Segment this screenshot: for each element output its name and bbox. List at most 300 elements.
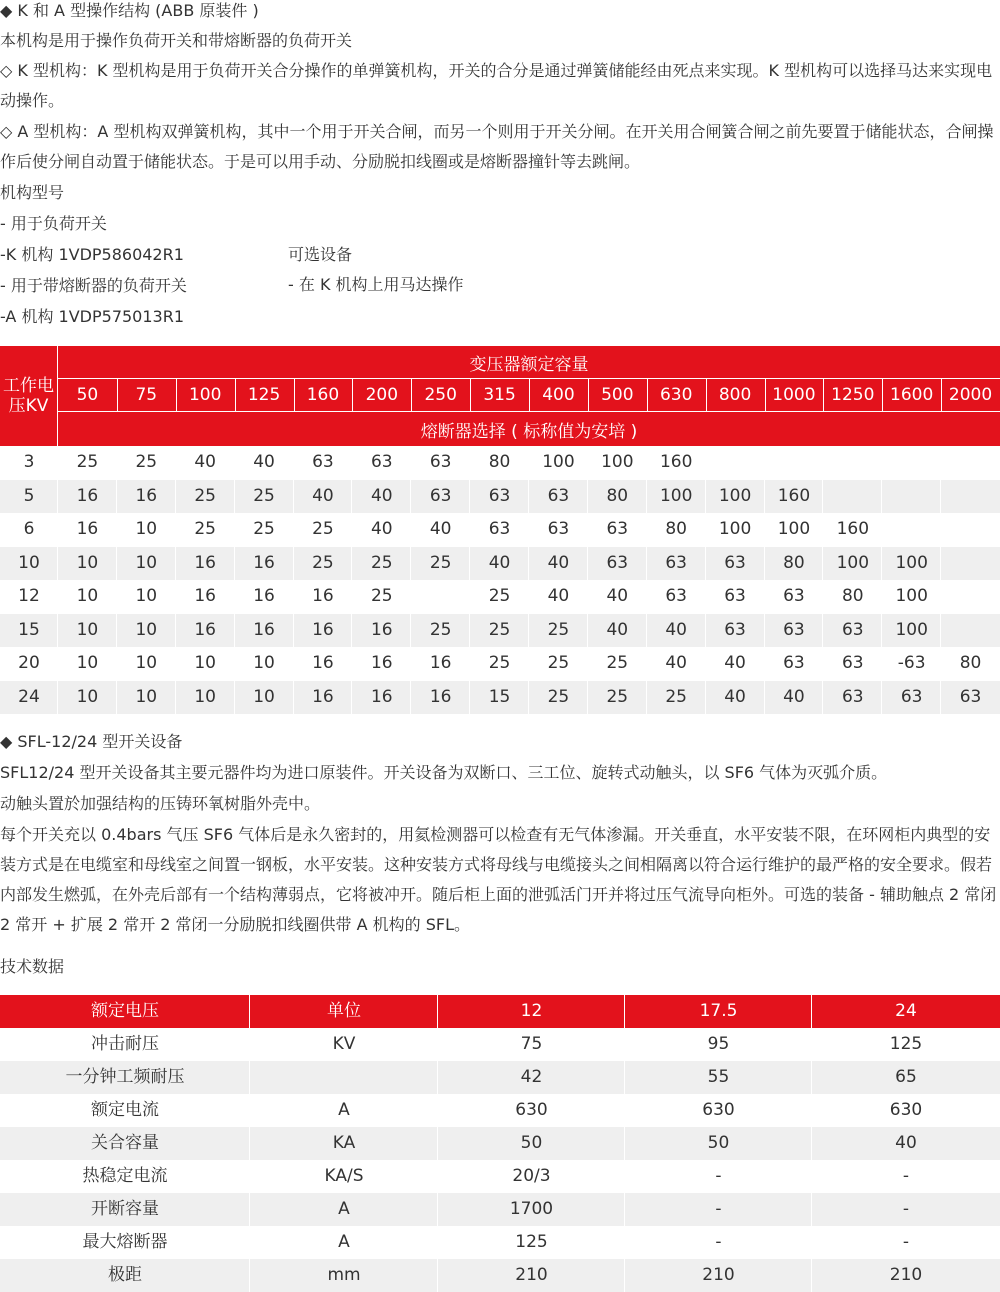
fuse-cell: 10 (135, 586, 158, 606)
voltage-cell: 15 (18, 619, 40, 640)
cell-divider (175, 580, 176, 614)
fuse-cell: 16 (253, 586, 275, 606)
sfl-paragraph-2: 动触头置於加强结构的压铸环氧树脂外壳中。 (0, 794, 321, 813)
cell-divider (822, 580, 823, 614)
cell-divider (705, 446, 706, 480)
fuse-cell: 25 (606, 686, 629, 707)
capacity-header-cell: 125 (247, 385, 281, 405)
fuse-cell: 63 (488, 485, 511, 506)
fuse-cell: 16 (253, 552, 275, 573)
fuse-cell: 40 (724, 686, 746, 707)
table-row (0, 547, 1000, 581)
header-divider (235, 379, 236, 411)
cell-divider (764, 480, 765, 514)
fuse-cell (882, 446, 941, 480)
cell-divider (587, 614, 588, 648)
cell-divider (646, 614, 647, 648)
cell-divider (624, 1061, 625, 1094)
cell-divider (234, 681, 235, 715)
cell-divider (410, 513, 411, 547)
cell-divider (437, 1094, 438, 1127)
cell-divider (437, 1127, 438, 1160)
cell-divider (351, 446, 352, 480)
cell-divider (811, 1094, 812, 1127)
cell-divider (646, 547, 647, 581)
cell-divider (587, 681, 588, 715)
fuse-cell: 40 (370, 485, 393, 506)
table-row (0, 480, 1000, 514)
fuse-cell: 80 (665, 519, 687, 539)
cell-divider (249, 1094, 250, 1127)
cell-divider (410, 547, 411, 581)
fuse-cell (823, 446, 882, 480)
fuse-cell: 10 (76, 653, 99, 673)
fuse-cell: 16 (253, 619, 275, 640)
fuse-cell: 63 (370, 452, 393, 472)
cell-divider (293, 580, 294, 614)
fuse-cell: 25 (665, 686, 687, 707)
fuse-cell (882, 513, 941, 547)
cell-divider (822, 547, 823, 581)
cell-divider (469, 446, 470, 480)
cell-divider (437, 1226, 438, 1259)
cell-divider (624, 1259, 625, 1292)
fuse-cell: 40 (312, 485, 334, 506)
fuse-cell: 10 (76, 586, 99, 606)
cell-divider (881, 446, 882, 480)
fuse-cell: 10 (76, 552, 99, 573)
cell-divider (705, 647, 706, 681)
fuse-cell: 100 (601, 452, 634, 472)
sfl-paragraph-3: 每个开关充以 0.4bars 气压 SF6 气体后是永久密封的，用氦检测器可以检查有无气体渗漏。开关垂直，水平安装不限，在环网柜内典型的安装方式是在电缆室和母线室之间置一钢板，水平安装。这种安装方式将母线与电缆接头之间相隔离以符合运行维护的最严格的安全要求。假若内部发生燃弧，在外壳后部有一个结构薄弱点，它将被冲开。随后柜上面的泄弧活门开并将过压气流导向柜外。可选的装备 - 辅助触点 2 常闭 2 常开 + 扩展 2 常开 2 常闭一分励脱扣线圈供带 A 机构的 SFL。 (0, 825, 997, 934)
cell-divider (822, 446, 823, 480)
cell-divider (234, 513, 235, 547)
cell-divider (293, 547, 294, 581)
cell-divider (646, 513, 647, 547)
fuse-cell: 25 (135, 452, 158, 472)
tech-cell: 关合容量 (91, 1133, 159, 1153)
tech-cell: mm (327, 1265, 361, 1285)
fuse-cell: 63 (606, 519, 629, 539)
fuse-cell: 16 (429, 653, 452, 673)
cell-divider (881, 580, 882, 614)
cell-divider (940, 547, 941, 581)
tech-cell: 单位 (327, 1001, 361, 1021)
cell-divider (351, 614, 352, 648)
intro-text: 本机构是用于操作负荷开关和带熔断器的负荷开关 (0, 31, 353, 50)
fuse-cell: 16 (370, 653, 393, 673)
cell-divider (705, 513, 706, 547)
tech-cell: 42 (520, 1067, 543, 1087)
header-divider (647, 379, 648, 411)
header-divider (294, 379, 295, 411)
cell-divider (646, 647, 647, 681)
cell-divider (811, 1127, 812, 1160)
fuse-cell: 40 (194, 452, 216, 472)
tech-cell: - (715, 1166, 722, 1186)
cell-divider (437, 1259, 438, 1292)
fuse-cell: 16 (429, 686, 452, 707)
cell-divider (705, 614, 706, 648)
cell-divider (57, 647, 58, 681)
fuse-cell: 63 (665, 552, 687, 573)
voltage-cell: 20 (18, 653, 40, 673)
fuse-cell: 15 (488, 686, 511, 707)
cell-divider (705, 681, 706, 715)
cell-divider (293, 446, 294, 480)
fuse-cell: 16 (312, 619, 334, 640)
cell-divider (116, 614, 117, 648)
model-label: 机构型号 (0, 183, 65, 202)
cell-divider (624, 1094, 625, 1127)
cell-divider (437, 1193, 438, 1226)
k-mechanism-description: ◇ K 型机构：K 型机构是用于负荷开关合分操作的单弹簧机构，开关的合分是通过弹簧储能经由死点来实现。K 型机构可以选择马达来实现电动操作。 (0, 61, 993, 110)
cell-divider (293, 480, 294, 514)
tech-cell: 额定电流 (91, 1100, 159, 1120)
cell-divider (764, 446, 765, 480)
capacity-header-cell: 100 (188, 385, 222, 405)
fuse-cell: 10 (135, 519, 158, 539)
fuse-cell: 25 (194, 485, 216, 506)
fuse-cell: 10 (194, 686, 216, 707)
capacity-header-cell: 400 (542, 385, 575, 405)
header-divider (176, 379, 177, 411)
tech-cell: KA (332, 1133, 356, 1153)
tech-cell: 1700 (509, 1199, 554, 1219)
fuse-cell: 16 (312, 686, 334, 707)
cell-divider (469, 513, 470, 547)
fuse-cell: 16 (312, 653, 334, 673)
cell-divider (881, 647, 882, 681)
fuse-cell: 63 (959, 686, 982, 707)
cell-divider (437, 995, 438, 1028)
cell-divider (116, 480, 117, 514)
cell-divider (587, 480, 588, 514)
fuse-cell: 40 (665, 619, 687, 640)
table-row (0, 580, 1000, 614)
capacity-header-cell: 630 (659, 385, 693, 405)
cell-divider (116, 513, 117, 547)
fuse-cell: 40 (783, 686, 805, 707)
capacity-header-cell: 315 (483, 385, 516, 405)
cell-divider (351, 547, 352, 581)
cell-divider (811, 1259, 812, 1292)
cell-divider (646, 480, 647, 514)
cell-divider (175, 647, 176, 681)
cell-divider (811, 1028, 812, 1061)
cell-divider (437, 1160, 438, 1193)
cell-divider (881, 614, 882, 648)
cell-divider (528, 446, 529, 480)
tech-cell: 55 (707, 1067, 730, 1087)
fuse-cell: 25 (547, 686, 570, 707)
cell-divider (175, 547, 176, 581)
tech-cell: - (715, 1232, 722, 1252)
cell-divider (57, 480, 58, 514)
fuse-cell: 25 (370, 552, 393, 573)
fuse-cell: 63 (724, 586, 746, 606)
header-divider (706, 379, 707, 411)
fuse-cell: -63 (897, 653, 926, 673)
fuse-cell: 40 (606, 586, 629, 606)
cell-divider (116, 446, 117, 480)
fuse-cell: 10 (76, 686, 99, 707)
cell-divider (822, 614, 823, 648)
fuse-cell: 40 (370, 519, 393, 539)
cell-divider (249, 1061, 250, 1094)
fuse-cell: 25 (488, 619, 511, 640)
cell-divider (764, 681, 765, 715)
cell-divider (646, 681, 647, 715)
tech-cell (250, 1061, 438, 1094)
cell-divider (234, 480, 235, 514)
tech-data-table (0, 995, 1000, 1292)
cell-divider (881, 513, 882, 547)
fuse-cell: 10 (135, 619, 158, 640)
model-item: -K 机构 1VDP586042R1 (0, 245, 184, 264)
fuse-cell (882, 480, 941, 514)
cell-divider (234, 547, 235, 581)
capacity-header-cell: 2000 (948, 385, 993, 405)
tech-cell: 17.5 (699, 1001, 738, 1021)
cell-divider (587, 647, 588, 681)
cell-divider (469, 480, 470, 514)
capacity-header-cell: 250 (424, 385, 457, 405)
fuse-cell: 16 (76, 519, 99, 539)
cell-divider (811, 1160, 812, 1193)
tech-cell: 最大熔断器 (82, 1232, 168, 1252)
fuse-cell: 25 (488, 653, 511, 673)
fuse-cell: 63 (312, 452, 334, 472)
cell-divider (116, 580, 117, 614)
capacity-header-cell: 1600 (890, 385, 934, 405)
fuse-cell: 16 (370, 619, 393, 640)
fuse-cell: 25 (429, 619, 452, 640)
cell-divider (234, 446, 235, 480)
cell-divider (822, 681, 823, 715)
fuse-cell: 16 (194, 586, 216, 606)
cell-divider (469, 580, 470, 614)
cell-divider (764, 647, 765, 681)
tech-cell: 12 (520, 1001, 543, 1021)
header-divider (529, 379, 530, 411)
fuse-cell: 25 (547, 619, 570, 640)
cell-divider (351, 480, 352, 514)
tech-cell: 210 (889, 1265, 923, 1285)
capacity-header-cell: 800 (718, 385, 752, 405)
header-divider (882, 379, 883, 411)
header-divider (588, 379, 589, 411)
table-row (0, 1127, 1000, 1160)
table-row (0, 647, 1000, 681)
cell-divider (705, 580, 706, 614)
cell-divider (116, 681, 117, 715)
cell-divider (175, 513, 176, 547)
cell-divider (249, 1259, 250, 1292)
cell-divider (764, 580, 765, 614)
fuse-cell: 25 (253, 519, 275, 539)
cell-divider (57, 446, 58, 480)
cell-divider (940, 647, 941, 681)
voltage-cell: 5 (23, 485, 35, 506)
capacity-header: 变压器额定容量 (469, 354, 589, 375)
tech-cell: 125 (889, 1034, 923, 1054)
cell-divider (624, 1160, 625, 1193)
fuse-cell: 40 (547, 586, 570, 606)
fuse-cell: 16 (135, 485, 158, 506)
fuse-cell (823, 480, 882, 514)
cell-divider (646, 446, 647, 480)
cell-divider (351, 513, 352, 547)
fuse-cell: 63 (665, 586, 687, 606)
optional-equipment-label: 可选设备 (288, 245, 353, 264)
fuse-table-header (0, 346, 1000, 446)
tech-cell: 一分钟工频耐压 (65, 1067, 185, 1087)
cell-divider (293, 513, 294, 547)
table-row (0, 1028, 1000, 1061)
fuse-cell: 63 (429, 452, 452, 472)
cell-divider (175, 480, 176, 514)
fuse-cell: 25 (194, 519, 216, 539)
fuse-cell: 100 (718, 485, 752, 506)
cell-divider (249, 1160, 250, 1193)
fuse-cell: 100 (895, 586, 928, 606)
tech-cell: 125 (515, 1232, 548, 1252)
cell-divider (764, 513, 765, 547)
tech-cell: A (338, 1100, 350, 1120)
fuse-cell: 63 (724, 552, 746, 573)
cell-divider (528, 647, 529, 681)
cell-divider (351, 580, 352, 614)
cell-divider (528, 614, 529, 648)
fuse-cell: 100 (836, 552, 870, 573)
voltage-cell: 24 (18, 686, 40, 707)
fuse-cell: 25 (488, 586, 511, 606)
cell-divider (175, 681, 176, 715)
tech-cell: - (902, 1199, 910, 1219)
fuse-cell: 25 (370, 586, 393, 606)
fuse-cell: 40 (606, 619, 629, 640)
header-divider (765, 379, 766, 411)
fuse-cell: 40 (488, 552, 511, 573)
fuse-cell: 63 (841, 686, 864, 707)
fuse-cell: 10 (194, 653, 216, 673)
cell-divider (528, 480, 529, 514)
cell-divider (175, 614, 176, 648)
fuse-cell: 63 (606, 552, 629, 573)
cell-divider (587, 446, 588, 480)
cell-divider (410, 647, 411, 681)
fuse-cell (941, 446, 1000, 480)
cell-divider (249, 1028, 250, 1061)
fuse-cell: 100 (777, 519, 811, 539)
fuse-cell: 100 (895, 552, 928, 573)
table-row (0, 1193, 1000, 1226)
model-item: - 用于带熔断器的负荷开关 (0, 276, 187, 295)
fuse-cell: 10 (253, 686, 275, 707)
tech-cell: 冲击耐压 (91, 1034, 159, 1054)
fuse-cell: 160 (777, 485, 811, 506)
section-title-sfl: ◆ SFL-12/24 型开关设备 (0, 732, 183, 751)
cell-divider (811, 995, 812, 1028)
voltage-cell: 10 (18, 552, 40, 573)
fuse-cell (941, 513, 1000, 547)
fuse-cell: 63 (783, 586, 805, 606)
fuse-cell: 63 (429, 485, 452, 506)
cell-divider (881, 681, 882, 715)
cell-divider (410, 580, 411, 614)
cell-divider (587, 513, 588, 547)
header-divider (823, 379, 824, 411)
tech-table-header (0, 995, 1000, 1028)
cell-divider (410, 681, 411, 715)
fuse-cell: 80 (959, 653, 982, 673)
tech-cell: 630 (515, 1100, 548, 1120)
table-row (0, 513, 1000, 547)
fuse-cell: 16 (370, 686, 393, 707)
fuse-cell: 25 (312, 519, 334, 539)
cell-divider (811, 1061, 812, 1094)
fuse-cell: 63 (547, 485, 570, 506)
tech-cell: - (902, 1232, 910, 1252)
voltage-cell: 6 (23, 519, 35, 539)
tech-cell: 额定电压 (91, 1001, 159, 1021)
cell-divider (249, 1127, 250, 1160)
fuse-cell (941, 480, 1000, 514)
cell-divider (351, 647, 352, 681)
header-divider (411, 379, 412, 411)
cell-divider (57, 513, 58, 547)
fuse-cell: 40 (253, 452, 275, 472)
fuse-cell: 63 (547, 519, 570, 539)
fuse-cell: 160 (659, 452, 693, 472)
cell-divider (469, 647, 470, 681)
cell-divider (469, 547, 470, 581)
cell-divider (175, 446, 176, 480)
cell-divider (624, 1127, 625, 1160)
cell-divider (249, 1226, 250, 1259)
tech-cell: 极距 (108, 1265, 142, 1285)
header-divider (58, 411, 1000, 412)
fuse-cell: 25 (547, 653, 570, 673)
cell-divider (234, 580, 235, 614)
cell-divider (57, 547, 58, 581)
table-row (0, 1061, 1000, 1094)
cell-divider (811, 1226, 812, 1259)
table-row (0, 446, 1000, 480)
cell-divider (410, 480, 411, 514)
cell-divider (57, 614, 58, 648)
tech-cell: 50 (707, 1133, 730, 1153)
capacity-header-cell: 160 (306, 385, 340, 405)
fuse-cell: 100 (542, 452, 575, 472)
fuse-cell: 10 (135, 653, 158, 673)
capacity-header-cell: 200 (365, 385, 399, 405)
voltage-cell: 3 (23, 452, 35, 472)
fuse-cell: 100 (718, 519, 752, 539)
tech-cell: KA/S (324, 1166, 364, 1186)
cell-divider (940, 614, 941, 648)
cell-divider (881, 547, 882, 581)
cell-divider (940, 513, 941, 547)
cell-divider (469, 614, 470, 648)
cell-divider (940, 580, 941, 614)
fuse-cell: 63 (488, 519, 511, 539)
cell-divider (249, 1193, 250, 1226)
cell-divider (624, 1028, 625, 1061)
cell-divider (234, 647, 235, 681)
fuse-cell: 25 (606, 653, 629, 673)
